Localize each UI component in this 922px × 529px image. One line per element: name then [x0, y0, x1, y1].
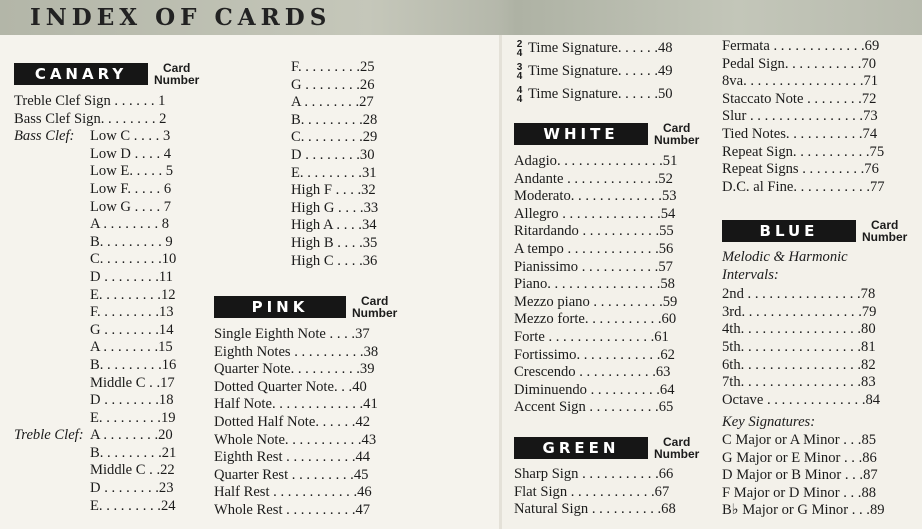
canary-label: CANARY — [14, 63, 148, 85]
list-item: Quarter Rest . . . . . . . . .45 — [214, 466, 369, 483]
clef-label — [14, 269, 90, 287]
time-signature-top: 2 — [516, 38, 523, 50]
list-item: 6th. . . . . . . . . . . . . . . . .82 — [722, 356, 876, 373]
clef-label — [14, 234, 90, 252]
pink-list — [214, 326, 414, 520]
clef-label — [14, 304, 90, 322]
clef-label — [14, 392, 90, 410]
canary-list — [14, 93, 214, 515]
list-item: Half Rest . . . . . . . . . . . .46 — [214, 484, 372, 501]
card-number-label: Card Number — [654, 435, 700, 461]
list-item-text: D . . . . . . . .11 — [90, 268, 173, 285]
list-item — [514, 37, 704, 60]
card-number-label: Card Number — [862, 218, 908, 244]
pink-label: PINK — [214, 296, 346, 318]
list-item: High C . . . .36 — [291, 252, 378, 269]
list-item — [14, 251, 214, 269]
list-item: Allegro . . . . . . . . . . . . . .54 — [514, 205, 676, 222]
list-item-text: A . . . . . . . . 8 — [90, 216, 170, 233]
list-item — [14, 410, 214, 428]
list-item — [14, 216, 214, 234]
list-item: Pedal Sign. . . . . . . . . . .70 — [722, 55, 877, 72]
list-item — [14, 322, 214, 340]
blue-label: BLUE — [722, 220, 856, 242]
clef-label — [14, 445, 90, 463]
list-item-text: D . . . . . . . .23 — [90, 480, 174, 497]
list-item-text: B. . . . . . . . .16 — [90, 356, 177, 373]
list-item: G . . . . . . . .26 — [291, 76, 375, 93]
list-item: Mezzo piano . . . . . . . . . .59 — [514, 293, 678, 310]
list-item-text: E. . . . . . . . .24 — [90, 497, 176, 514]
clef-label: Treble Clef: — [14, 427, 84, 444]
list-item: 5th. . . . . . . . . . . . . . . . .81 — [722, 338, 876, 355]
card-number-label: Card Number — [154, 61, 200, 87]
clef-label — [14, 480, 90, 498]
list-item: Fortissimo. . . . . . . . . . . .62 — [514, 346, 675, 363]
list-item: 3rd. . . . . . . . . . . . . . . . .79 — [722, 303, 877, 320]
list-item: Slur . . . . . . . . . . . . . . . .73 — [722, 108, 878, 125]
clef-label — [14, 146, 90, 164]
list-item-text: A . . . . . . . .20 — [90, 427, 173, 444]
list-item-text: Treble Clef Sign . . . . . . 1 — [14, 93, 166, 109]
list-item — [14, 146, 214, 164]
list-item: D . . . . . . . .30 — [291, 146, 375, 163]
list-item: Single Eighth Note . . . .37 — [214, 326, 370, 342]
clef-label — [14, 287, 90, 305]
blue-list — [722, 249, 917, 520]
list-item: Whole Note. . . . . . . . . . .43 — [214, 431, 377, 448]
list-item: Eighth Notes . . . . . . . . . .38 — [214, 343, 379, 360]
list-item: A tempo . . . . . . . . . . . . .56 — [514, 240, 674, 257]
clef-label — [14, 199, 90, 217]
list-item: B. . . . . . . . .28 — [291, 111, 378, 128]
list-item — [14, 339, 214, 357]
intervals-heading: Intervals: — [722, 266, 779, 283]
clef-label — [14, 181, 90, 199]
list-item — [14, 427, 214, 445]
list-item: D Major or B Minor . . .87 — [722, 467, 878, 484]
list-item: C. . . . . . . . .29 — [291, 129, 378, 146]
list-item-text: Time Signature. . . . . .50 — [528, 86, 673, 102]
list-item: High F . . . .32 — [291, 182, 376, 199]
list-item-text: Bass Clef Sign. . . . . . . . 2 — [14, 110, 167, 127]
list-item — [14, 163, 214, 181]
list-item: Eighth Rest . . . . . . . . . .44 — [214, 449, 371, 466]
time-signature-top: 4 — [516, 84, 523, 96]
page-title: INDEX OF CARDS — [30, 4, 332, 31]
key-signatures-heading: Key Signatures: — [722, 414, 816, 431]
time-signature-bottom: 4 — [516, 93, 523, 105]
list-item — [14, 287, 214, 305]
list-item — [14, 234, 214, 252]
list-item — [14, 269, 214, 287]
list-item-text: Low G . . . . 7 — [90, 198, 172, 215]
list-item — [14, 375, 214, 393]
time-signature-list — [514, 37, 704, 106]
time-signature-icon — [514, 86, 525, 104]
list-item-text: Low D . . . . 4 — [90, 145, 172, 162]
clef-label — [14, 410, 90, 428]
list-item — [14, 392, 214, 410]
white-list — [514, 153, 704, 417]
list-item: F Major or D Minor . . .88 — [722, 484, 877, 501]
list-item-text: Low E. . . . . 5 — [90, 163, 174, 180]
canary-list-continued — [291, 59, 401, 270]
list-item: E. . . . . . . . .31 — [291, 164, 377, 181]
list-item — [14, 304, 214, 322]
clef-label — [14, 322, 90, 340]
list-item — [14, 128, 214, 146]
list-item — [14, 199, 214, 217]
list-item — [14, 93, 214, 111]
clef-label — [14, 251, 90, 269]
list-item: Flat Sign . . . . . . . . . . . .67 — [514, 483, 670, 500]
list-item: G Major or E Minor . . .86 — [722, 449, 877, 466]
clef-label — [14, 375, 90, 393]
list-item-text: E. . . . . . . . .19 — [90, 409, 176, 426]
clef-label — [14, 498, 90, 516]
list-item: High G . . . .33 — [291, 199, 379, 216]
list-item: Mezzo forte. . . . . . . . . . .60 — [514, 311, 677, 328]
list-item: F. . . . . . . . .25 — [291, 59, 375, 75]
clef-label — [14, 339, 90, 357]
list-item-text: Middle C . .22 — [90, 462, 175, 479]
clef-label — [14, 163, 90, 181]
clef-label — [14, 216, 90, 234]
list-item-text: E. . . . . . . . .12 — [90, 286, 176, 303]
list-item-text: B. . . . . . . . . 9 — [90, 233, 173, 250]
list-item-text: Low C . . . . 3 — [90, 128, 171, 145]
white-header — [514, 122, 699, 146]
list-item-text: B. . . . . . . . .21 — [90, 444, 177, 461]
list-item: Accent Sign . . . . . . . . . .65 — [514, 399, 674, 416]
list-item: Repeat Signs . . . . . . . . .76 — [722, 161, 879, 178]
list-item — [14, 462, 214, 480]
blue-header — [722, 219, 907, 243]
list-item: Natural Sign . . . . . . . . . .68 — [514, 501, 676, 518]
misc-list — [722, 38, 912, 196]
list-item: Andante . . . . . . . . . . . . .52 — [514, 170, 673, 187]
clef-label — [14, 357, 90, 375]
list-item — [14, 498, 214, 516]
card-number-label: Card Number — [654, 121, 700, 147]
time-signature-top: 3 — [516, 61, 523, 73]
list-item: Fermata . . . . . . . . . . . . .69 — [722, 38, 880, 54]
green-list — [514, 466, 704, 519]
list-item: Half Note. . . . . . . . . . . . .41 — [214, 396, 378, 413]
list-item: High B . . . .35 — [291, 234, 378, 251]
list-item: Sharp Sign . . . . . . . . . . .66 — [514, 466, 674, 482]
list-item-text: C. . . . . . . . .10 — [90, 251, 177, 268]
list-item — [14, 181, 214, 199]
list-item: 4th. . . . . . . . . . . . . . . . .80 — [722, 321, 876, 338]
green-label: GREEN — [514, 437, 648, 459]
list-item: B♭ Major or G Minor . . .89 — [722, 502, 885, 519]
list-item: 2nd . . . . . . . . . . . . . . . .78 — [722, 286, 876, 303]
clef-label: Bass Clef: — [14, 128, 75, 145]
intervals-heading: Melodic & Harmonic — [722, 249, 848, 265]
list-item: High A . . . .34 — [291, 217, 377, 234]
list-item: Diminuendo . . . . . . . . . .64 — [514, 381, 675, 398]
list-item-text: F. . . . . . . . .13 — [90, 304, 174, 321]
list-item — [514, 60, 704, 83]
pink-header — [214, 295, 397, 319]
list-item-text: Low F. . . . . 6 — [90, 180, 172, 197]
list-item — [14, 445, 214, 463]
list-item: 8va. . . . . . . . . . . . . . . . .71 — [722, 73, 879, 90]
time-signature-icon — [514, 40, 525, 58]
list-item-text: Time Signature. . . . . .48 — [528, 40, 673, 56]
list-item — [14, 111, 214, 129]
list-item: Piano. . . . . . . . . . . . . . . .58 — [514, 276, 675, 293]
list-item: Moderato. . . . . . . . . . . . .53 — [514, 188, 677, 205]
time-signature-bottom: 4 — [516, 70, 523, 82]
list-item-text: Middle C . .17 — [90, 374, 175, 391]
list-item — [14, 480, 214, 498]
time-signature-icon — [514, 63, 525, 81]
list-item-text: A . . . . . . . .15 — [90, 339, 173, 356]
list-item-text: Time Signature. . . . . .49 — [528, 63, 673, 79]
green-header — [514, 436, 699, 460]
list-item: Pianissimo . . . . . . . . . . .57 — [514, 258, 673, 275]
page-gutter — [499, 0, 502, 529]
list-item: D.C. al Fine. . . . . . . . . . .77 — [722, 178, 885, 195]
list-item: Adagio. . . . . . . . . . . . . . .51 — [514, 153, 678, 169]
card-number-label: Card Number — [352, 294, 398, 320]
list-item: 7th. . . . . . . . . . . . . . . . .83 — [722, 374, 876, 391]
list-item: Staccato Note . . . . . . . .72 — [722, 90, 877, 107]
list-item: Dotted Quarter Note. . .40 — [214, 378, 367, 395]
list-item: C Major or A Minor . . .85 — [722, 431, 877, 448]
list-item: Dotted Half Note. . . . . .42 — [214, 413, 371, 430]
list-item: Tied Notes. . . . . . . . . . .74 — [722, 125, 878, 142]
list-item: Whole Rest . . . . . . . . . .47 — [214, 501, 371, 518]
list-item — [514, 83, 704, 106]
list-item: A . . . . . . . .27 — [291, 94, 374, 111]
canary-header — [14, 62, 199, 86]
list-item: Ritardando . . . . . . . . . . .55 — [514, 223, 674, 240]
clef-label — [14, 462, 90, 480]
list-item: Octave . . . . . . . . . . . . . .84 — [722, 391, 881, 408]
list-item: Forte . . . . . . . . . . . . . . .61 — [514, 328, 669, 345]
list-item: Repeat Sign. . . . . . . . . . .75 — [722, 143, 885, 160]
list-item: Crescendo . . . . . . . . . . .63 — [514, 364, 671, 381]
list-item: Quarter Note. . . . . . . . . .39 — [214, 361, 375, 378]
list-item-text: D . . . . . . . .18 — [90, 392, 174, 409]
list-item-text: G . . . . . . . .14 — [90, 321, 174, 338]
time-signature-bottom: 4 — [516, 47, 523, 59]
title-banner — [0, 0, 922, 35]
list-item — [14, 357, 214, 375]
white-label: WHITE — [514, 123, 648, 145]
